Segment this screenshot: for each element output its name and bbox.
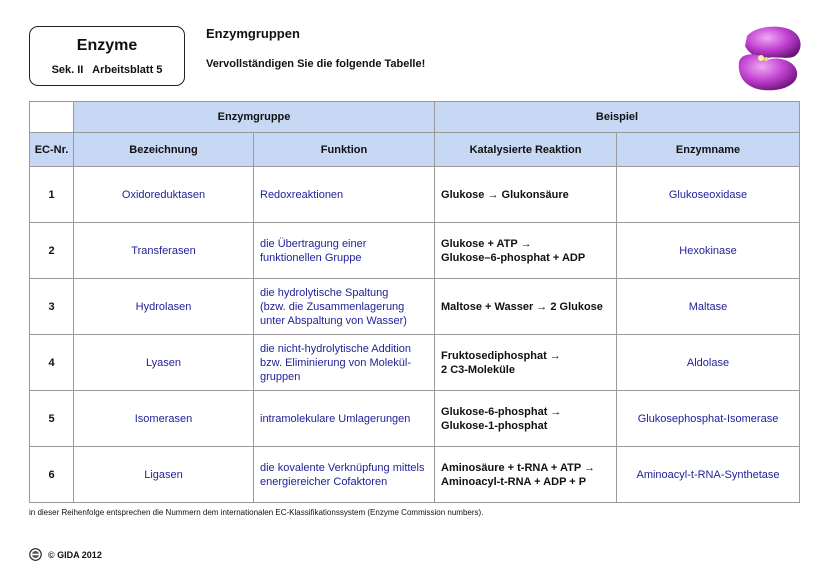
worksheet-subtitle: Sek. II Arbeitsblatt 5 [51,64,163,76]
funktion-cell: Redoxreaktionen [254,167,435,223]
table-row [30,223,800,279]
reaktion-cell: Aminosäure + t-RNA + ATP → Aminoacyl-t-RNA + ADP + P [435,447,617,503]
table-row [30,447,800,503]
reaktion-cell: Glukose → Glukonsäure [435,167,617,223]
gida-logo-icon [29,548,42,561]
column-header-reaktion: Katalysierte Reaktion [435,133,617,167]
reaktion-cell: Fruktosediphosphat → 2 C3-Moleküle [435,335,617,391]
enzymname-cell: Aminoacyl-t-RNA-Synthetase [617,447,800,503]
column-header-enzymname: Enzymname [617,133,800,167]
ec-number-cell: 1 [30,167,74,223]
enzymname-cell: Maltase [617,279,800,335]
copyright [29,548,102,561]
bezeichnung-cell: Lyasen [74,335,254,391]
bezeichnung-cell: Isomerasen [74,391,254,447]
ec-number-cell: 6 [30,447,74,503]
funktion-cell: die nicht-hydrolytische Addition bzw. Eliminierung von Molekül- gruppen [254,335,435,391]
bezeichnung-cell: Hydrolasen [74,279,254,335]
worksheet-title: Enzyme [76,37,138,54]
worksheet-title-box [29,26,185,86]
enzyme-molecule-illustration [733,22,805,92]
bezeichnung-cell: Transferasen [74,223,254,279]
funktion-cell: intramolekulare Umlagerungen [254,391,435,447]
table-row [30,391,800,447]
instruction-text: Vervollständigen Sie die folgende Tabelle! [206,58,426,70]
footnote: in dieser Reihenfolge entsprechen die Nummern dem internationalen EC-Klassifikationssystem (Enzyme Commission numbers). [29,508,484,517]
column-header-funktion: Funktion [254,133,435,167]
enzyme-groups-table [29,101,800,503]
bezeichnung-cell: Ligasen [74,447,254,503]
reaktion-cell: Glukose-6-phosphat → Glukose-1-phosphat [435,391,617,447]
page-heading: Enzymgruppen [206,26,300,41]
ec-number-cell: 4 [30,335,74,391]
funktion-cell: die hydrolytische Spaltung (bzw. die Zusammenlagerung unter Abspaltung von Wasser) [254,279,435,335]
table-row [30,279,800,335]
corner-cell [30,102,74,133]
funktion-cell: die Übertragung einer funktionellen Gruppe [254,223,435,279]
group-header-beispiel: Beispiel [435,102,800,133]
ec-number-cell: 2 [30,223,74,279]
column-header-bezeichnung: Bezeichnung [74,133,254,167]
funktion-cell: die kovalente Verknüpfung mittels energiereicher Cofaktoren [254,447,435,503]
ec-number-cell: 5 [30,391,74,447]
table-row [30,335,800,391]
table-row [30,167,800,223]
ec-number-cell: 3 [30,279,74,335]
enzymname-cell: Glukoseoxidase [617,167,800,223]
copyright-text: © GIDA 2012 [48,549,102,560]
group-header-enzymgruppe: Enzymgruppe [74,102,435,133]
column-header-ec-nr: EC-Nr. [30,133,74,167]
enzymname-cell: Hexokinase [617,223,800,279]
bezeichnung-cell: Oxidoreduktasen [74,167,254,223]
enzymname-cell: Glukosephosphat-Isomerase [617,391,800,447]
reaktion-cell: Glukose + ATP → Glukose–6-phosphat + ADP [435,223,617,279]
enzymname-cell: Aldolase [617,335,800,391]
reaktion-cell: Maltose + Wasser → 2 Glukose [435,279,617,335]
